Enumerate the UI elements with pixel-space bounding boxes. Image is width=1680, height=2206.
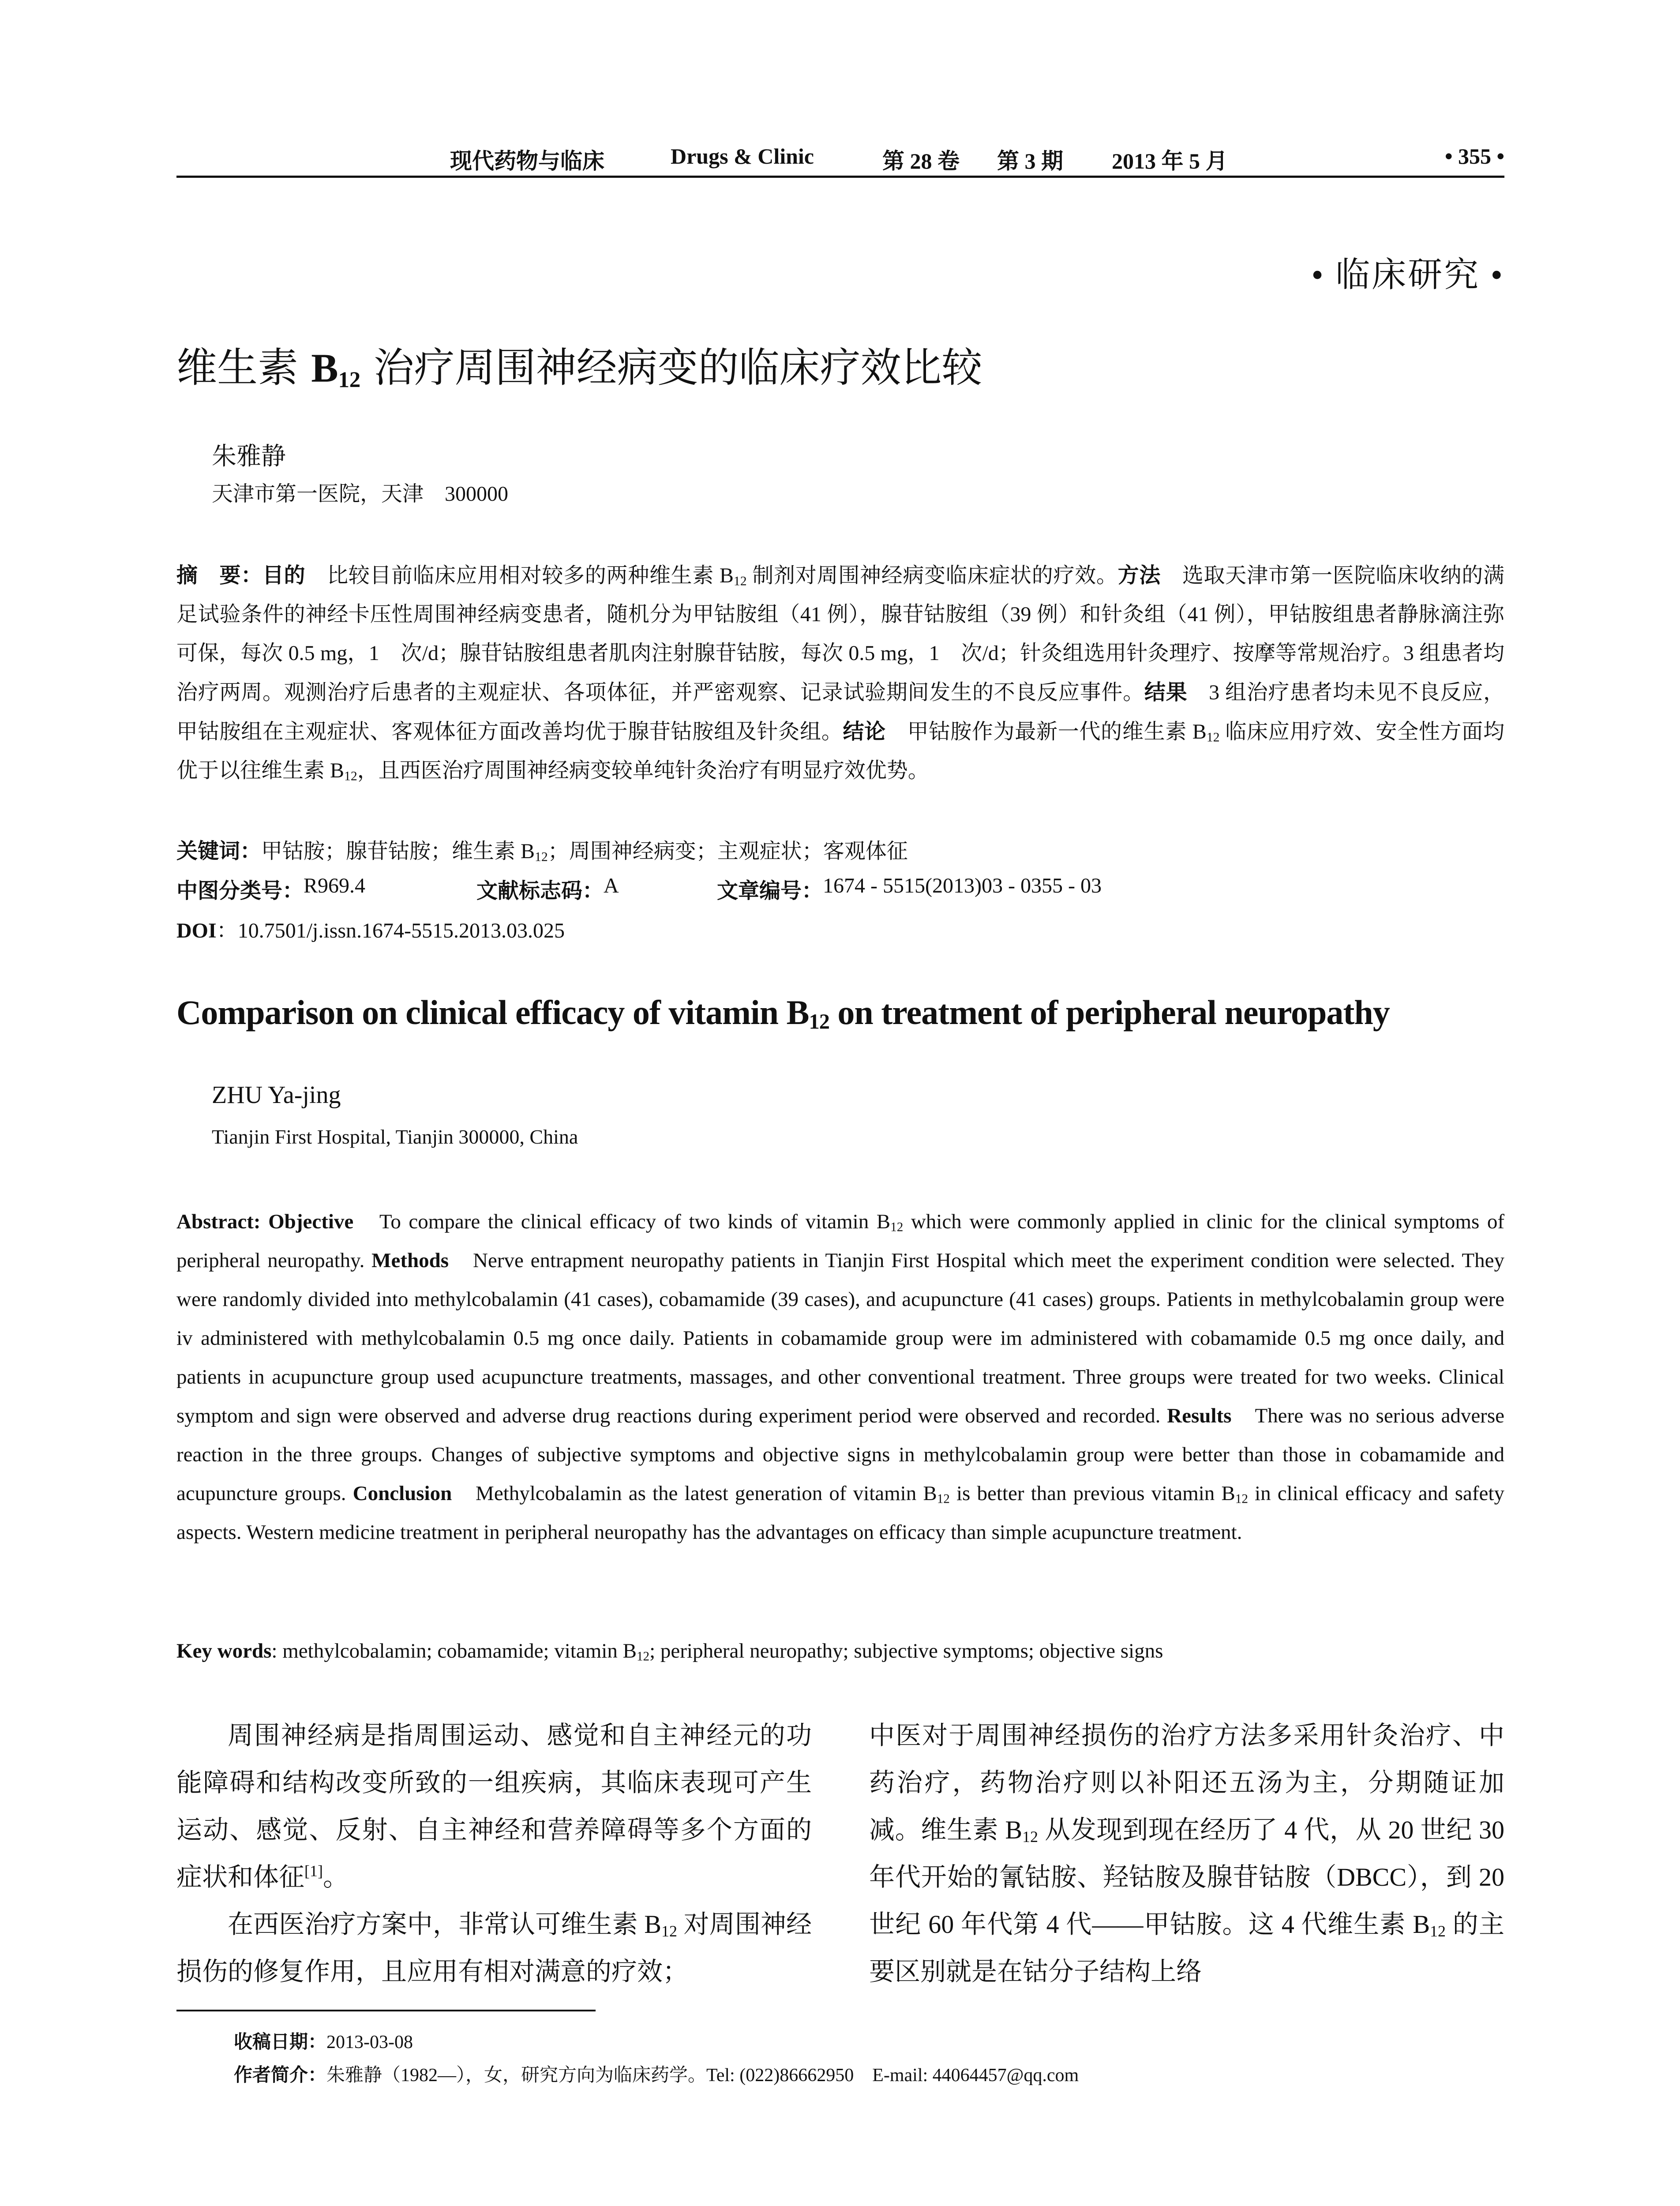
- body-text: 在西医治疗方案中，非常认可维生素 B: [228, 1910, 661, 1939]
- chinese-keywords: [176, 834, 908, 864]
- subscript: 12: [1430, 1922, 1446, 1940]
- title-part: B: [311, 345, 338, 390]
- document-code: [476, 874, 619, 904]
- abstract-label: 摘 要：: [176, 563, 262, 588]
- article-label: 文章编号：: [717, 878, 823, 903]
- title-subscript: 12: [338, 367, 361, 392]
- clc-code: [176, 874, 366, 904]
- title-subscript: 12: [809, 1010, 829, 1034]
- subscript: 12: [1235, 1492, 1248, 1506]
- body-text: 中医对于周围神经损伤的治疗方法多采用针灸治疗、中药治疗，药物治疗则以补阳还五汤为主，分期随证加减。维生素 B: [869, 1721, 1504, 1844]
- methods-label: Methods: [371, 1249, 449, 1272]
- english-title: [176, 993, 1390, 1032]
- abstract-text: is better than previous vitamin B: [949, 1482, 1235, 1505]
- subscript: 12: [1022, 1827, 1039, 1846]
- abstract-text: To compare the clinical efficacy of two kinds of vitamin B: [353, 1210, 891, 1233]
- clc-value: R969.4: [304, 874, 366, 897]
- body-paragraph: [869, 1712, 1504, 1995]
- body-text: 的主要区别就是在钴分子结构上络: [869, 1910, 1504, 1986]
- keywords-label: 关键词：: [176, 839, 262, 863]
- running-header: [176, 143, 1504, 173]
- subscript: 12: [1206, 730, 1220, 745]
- doi-label: DOI: [176, 919, 217, 942]
- keywords-text: : methylcobalamin; cobamamide; vitamin B: [271, 1639, 637, 1662]
- body-text: 周围神经病是指周围运动、感觉和自主神经元的功能障碍和结构改变所致的一组疾病，其临床表现可产生运动、感觉、反射、自主神经和营养障碍等多个方面的症状和体征: [176, 1721, 812, 1891]
- english-author: ZHU Ya-jing: [212, 1081, 341, 1109]
- abstract-text: 甲钴胺作为最新一代的维生素 B: [885, 720, 1207, 743]
- abstract-text: 选取天津市第一医院临床收纳的满足试验条件的神经卡压性周围神经病变患者，随机分为甲钴胺组（41 例），腺苷钴胺组（39 例）和针灸组（41 例），甲钴胺组患者静脉滴注弥可保，每次 0.5 mg，1 次/d；腺苷钴胺组患者肌肉注射腺苷钴胺，每次 0.5 mg，1 次/d；针灸组选用针灸理疗、按摩等常规治疗。3 组患者均治疗两周。观测治疗后患者的主观症状、各项体征，并严密观察、记录试验期间发生的不良反应事件。: [176, 564, 1504, 704]
- received-label: 收稿日期：: [234, 2031, 327, 2052]
- results-label: 结果: [1144, 680, 1188, 705]
- abstract-text: 临床应用疗效、安全性方面均优于以往维生素 B: [176, 720, 1504, 782]
- chinese-title: [176, 335, 982, 394]
- subscript: 12: [733, 574, 747, 589]
- abstract-text: 比较目前临床应用相对较多的两种维生素 B: [305, 564, 734, 587]
- abstract-text: in clinical efficacy and safety aspects. Western medicine treatment in peripheral neuropathy has the advantages on efficacy than simple acupuncture treatment.: [176, 1482, 1504, 1544]
- abstract-text: 3 组治疗患者均未见不良反应，甲钴胺组在主观症状、客观体征方面改善均优于腺苷钴胺组及针灸组。: [176, 681, 1504, 743]
- english-abstract: [176, 1202, 1504, 1552]
- abstract-text: ，且西医治疗周围神经病变较单纯针灸治疗有明显疗效优势。: [357, 759, 929, 782]
- doc-label: 文献标志码：: [476, 878, 604, 903]
- title-part: 治疗周围神经病变的临床疗效比较: [360, 344, 982, 391]
- volume: 第 28 卷: [882, 149, 960, 173]
- abstract-text: which were commonly applied in clinic for the clinical symptoms of peripheral neuropathy.: [176, 1210, 1504, 1272]
- chinese-affiliation: 天津市第一医院，天津 300000: [212, 482, 509, 506]
- keywords-text: ；周围神经病变；主观症状；客观体征: [548, 840, 908, 863]
- received-date: [234, 2027, 413, 2054]
- footnote-rule: [176, 2010, 596, 2011]
- body-column-left: [176, 1712, 812, 1995]
- keywords-text: ; peripheral neuropathy; subjective symptoms; objective signs: [649, 1639, 1163, 1662]
- abstract-text: Methylcobalamin as the latest generation of vitamin B: [452, 1482, 937, 1505]
- abstract-text: 制剂对周围神经病变临床症状的疗效。: [746, 564, 1118, 587]
- title-part: on treatment of peripheral neuropathy: [829, 993, 1390, 1032]
- chinese-author: 朱雅静: [212, 443, 286, 470]
- subscript: 12: [535, 849, 548, 864]
- received-value: 2013-03-08: [326, 2032, 413, 2052]
- chinese-abstract: [176, 556, 1504, 790]
- subscript: 12: [890, 1220, 904, 1234]
- body-text: 。: [322, 1863, 349, 1891]
- author-bio: [234, 2060, 1079, 2087]
- abstract-text: There was no serious adverse reaction in the three groups. Changes of subjective symptoms and objective signs in methylcobalamin group were better than those in cobamamide and acupuncture groups.: [176, 1404, 1504, 1505]
- doi-line: [176, 913, 565, 944]
- body-text: 对周围神经损伤的修复作用，且应用有相对满意的疗效；: [176, 1910, 812, 1986]
- article-value: 1674 - 5515(2013)03 - 0355 - 03: [823, 874, 1102, 897]
- body-text: 从发现到现在经历了 4 代，从 20 世纪 30 年代开始的氰钴胺、羟钴胺及腺苷钴胺（DBCC），到 20 世纪 60 年代第 4 代——甲钴胺。这 4 代维生素 B: [869, 1816, 1504, 1939]
- article-number: [717, 874, 1102, 904]
- journal-name-en: Drugs & Clinic: [671, 144, 814, 169]
- conclusion-label: 结论: [843, 719, 886, 744]
- conclusion-label: Conclusion: [352, 1482, 452, 1505]
- journal-name-cn: 现代药物与临床: [450, 149, 604, 173]
- subscript: 12: [661, 1922, 677, 1940]
- subscript: 12: [344, 769, 357, 784]
- body-column-right: [869, 1712, 1504, 1995]
- body-paragraph: [176, 1712, 812, 1901]
- clc-label: 中图分类号：: [176, 878, 304, 903]
- title-part: 维生素: [176, 344, 311, 391]
- english-keywords: [176, 1639, 1163, 1663]
- header-rule: [176, 176, 1504, 178]
- objective-label: 目的: [262, 563, 306, 588]
- subscript: 12: [937, 1492, 950, 1506]
- title-part: Comparison on clinical efficacy of vitamin B: [176, 993, 809, 1032]
- abstract-text: Nerve entrapment neuropathy patients in Tianjin First Hospital which meet the experiment condition were selected. They were randomly divided into methylcobalamin (41 cases), cobamamide (39 cases), and acupuncture (41 cases) groups. Patients in methylcobalamin group were iv administered with methylcobalamin 0.5 mg once daily. Patients in cobamamide group were im administered with cobamamide 0.5 mg once daily, and patients in acupuncture group used acupuncture treatments, massages, and other conventional treatment. Three groups were treated for two weeks. Clinical symptom and sign were observed and adverse drug reactions during experiment period were observed and recorded.: [176, 1249, 1504, 1427]
- citation-ref: [1]: [304, 1862, 323, 1880]
- keywords-label: Key words: [176, 1639, 272, 1662]
- doc-value: A: [604, 874, 619, 897]
- issue-date: 2013 年 5 月: [1112, 149, 1228, 173]
- abstract-label: Abstract: Objective: [176, 1210, 354, 1233]
- column-label: • 临床研究 •: [1311, 255, 1504, 294]
- issue: 第 3 期: [997, 149, 1063, 173]
- subscript: 12: [636, 1649, 650, 1664]
- doi-value: ：10.7501/j.issn.1674-5515.2013.03.025: [216, 919, 565, 942]
- author-bio-text: 朱雅静（1982—），女，研究方向为临床药学。Tel: (022)86662950 E-mail: 44064457@qq.com: [326, 2065, 1079, 2086]
- author-bio-label: 作者简介：: [234, 2064, 327, 2086]
- methods-label: 方法: [1118, 563, 1161, 588]
- keywords-text: 甲钴胺；腺苷钴胺；维生素 B: [261, 840, 535, 863]
- body-paragraph: [176, 1901, 812, 1995]
- results-label: Results: [1167, 1404, 1232, 1427]
- english-affiliation: Tianjin First Hospital, Tianjin 300000, China: [212, 1126, 578, 1148]
- page-number: • 355 •: [1444, 144, 1504, 169]
